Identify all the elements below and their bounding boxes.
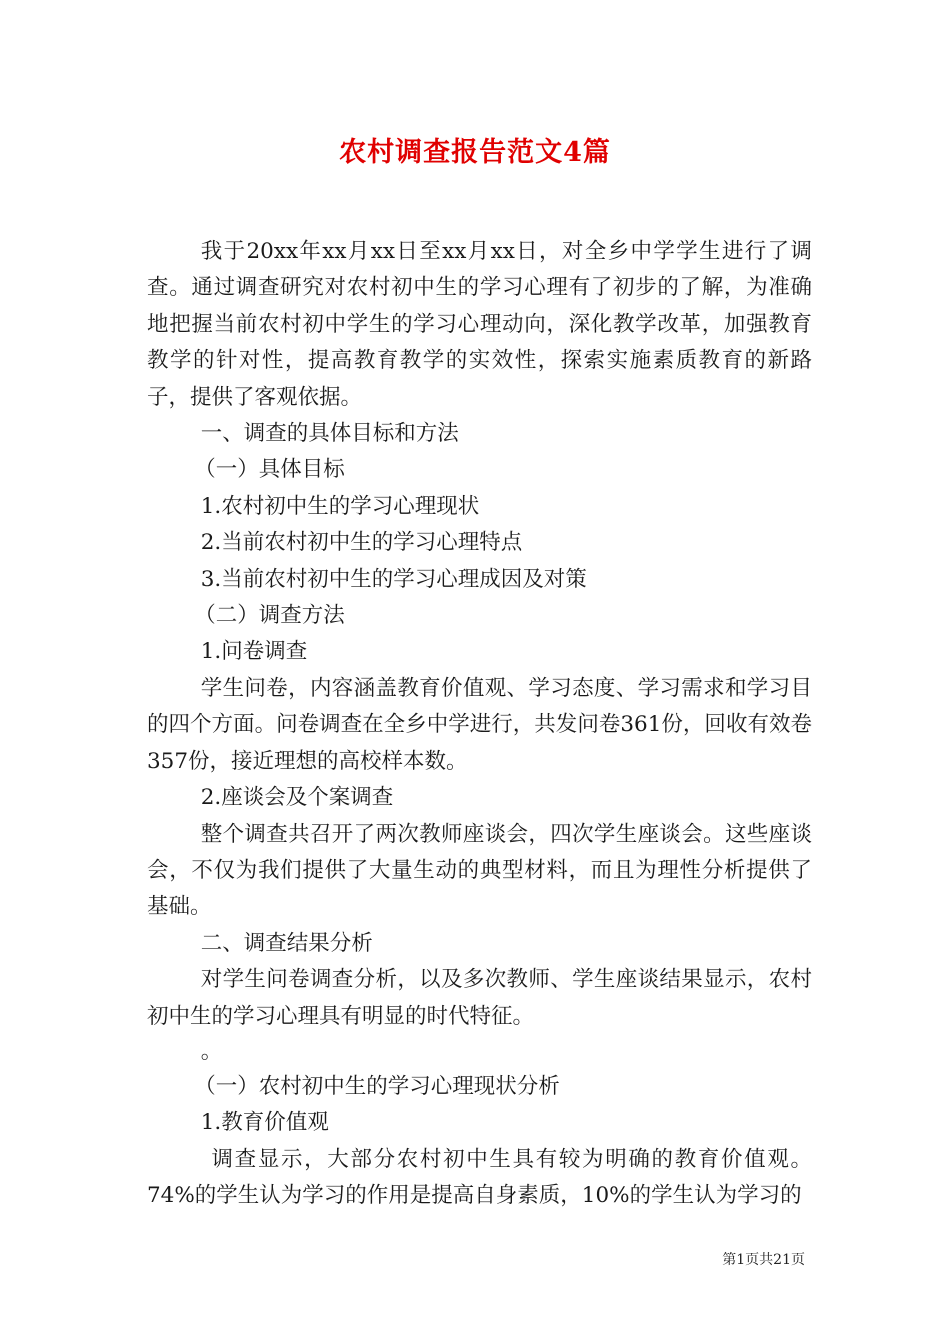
section-heading-1: 一、调查的具体目标和方法	[200, 421, 459, 447]
page-number-footer: 第1页共21页	[722, 1252, 805, 1268]
section-heading-2: 二、调查结果分析	[200, 930, 373, 956]
paragraph-education-values: 调查显示，大部分农村初中生具有较为明确的教育价值观。74%的学生认为学习的作用是提高自身素质，10%的学生认为学习的	[147, 1146, 812, 1209]
subsection-heading-goals: （一）具体目标	[194, 457, 345, 483]
paragraph-interviews: 整个调查共召开了两次教师座谈会，四次学生座谈会。这些座谈会，不仅为我们提供了大量生动的典型材料，而且为理性分析提供了基础。	[147, 821, 812, 920]
method-item-interviews: 2.座谈会及个案调查	[200, 785, 394, 811]
list-item-goal-1: 1.农村初中生的学习心理现状	[200, 493, 480, 519]
list-item-goal-3: 3.当前农村初中生的学习心理成因及对策	[200, 566, 587, 592]
subsection-heading-status: （一）农村初中生的学习心理现状分析	[194, 1073, 560, 1099]
paragraph-questionnaire: 学生问卷，内容涵盖教育价值观、学习态度、学习需求和学习目的四个方面。问卷调查在全乡中学进行，共发问卷361份，回收有效卷357份，接近理想的高校样本数。	[147, 675, 812, 774]
paragraph-period: 。	[200, 1038, 223, 1064]
page-title: 农村调查报告范文4篇	[339, 137, 611, 168]
list-item-goal-2: 2.当前农村初中生的学习心理特点	[200, 530, 523, 556]
document-body	[147, 234, 812, 1215]
paragraph-results: 对学生问卷调查分析，以及多次教师、学生座谈结果显示，农村初中生的学习心理具有明显的时代特征。	[147, 967, 812, 1029]
item-education-values: 1.教育价值观	[200, 1110, 329, 1136]
paragraph-intro: 我于20xx年xx月xx日至xx月xx日，对全乡中学学生进行了调查。通过调查研究对农村初中生的学习心理有了初步的了解，为准确地把握当前农村初中学生的学习心理动向，深化教学改革，加强教育教学的针对性，提高教育教学的实效性，探索实施素质教育的新路子，提供了客观依据。	[147, 239, 812, 410]
subsection-heading-methods: （二）调查方法	[194, 603, 345, 629]
method-item-questionnaire: 1.问卷调查	[200, 639, 308, 665]
